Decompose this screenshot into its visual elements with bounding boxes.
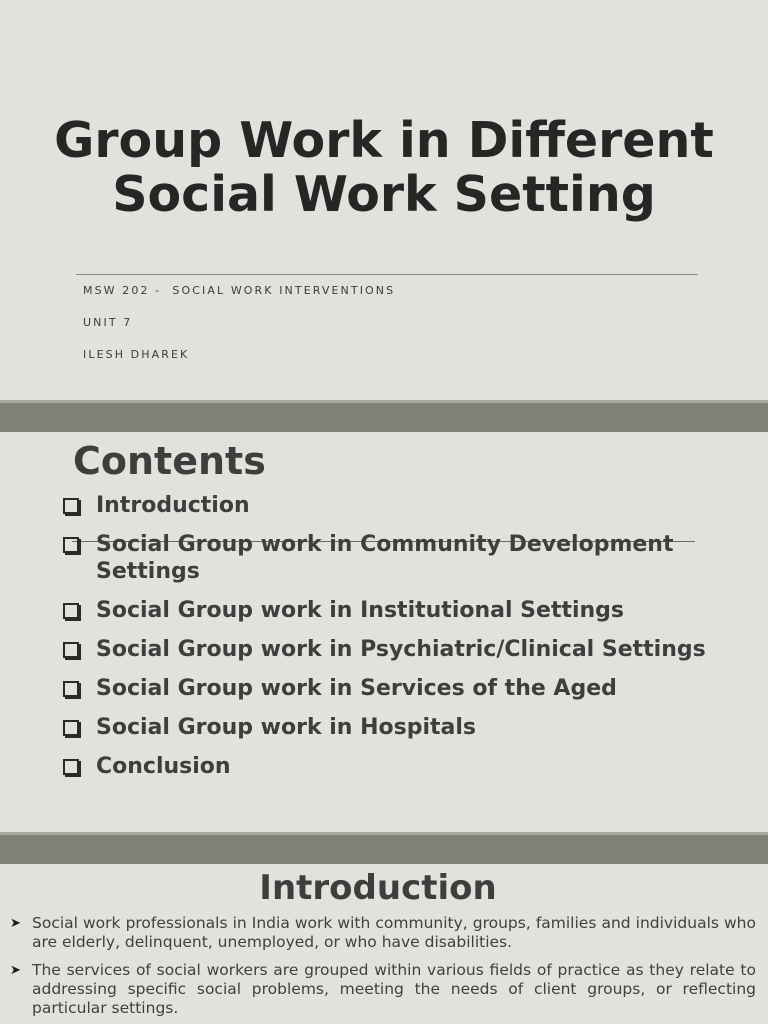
contents-item-label: Social Group work in Psychiatric/Clinical Settings — [96, 637, 706, 662]
contents-item — [62, 675, 742, 702]
contents-item-label: Social Group work in Hospitals — [96, 715, 477, 740]
contents-item — [62, 753, 742, 780]
checkbox-square-icon — [63, 720, 79, 736]
slide-separator — [0, 832, 768, 864]
checkbox-square-icon — [63, 537, 79, 553]
contents-list — [62, 492, 742, 792]
title-divider — [76, 274, 698, 275]
title-line-1: Group Work in Different — [54, 112, 714, 169]
introduction-bullet-text: Social work professionals in India work with community, groups, families and individuals who are elderly, delinquent, unemployed, or who have disabilities. — [32, 914, 756, 951]
contents-item — [62, 492, 742, 519]
checkbox-square-icon — [63, 759, 79, 775]
author-subtitle: ILESH DHAREK — [83, 348, 190, 361]
checkbox-square-icon — [63, 642, 79, 658]
introduction-heading: Introduction — [259, 868, 497, 908]
contents-item — [62, 597, 742, 624]
checkbox-square-icon — [63, 498, 79, 514]
introduction-bullet-text: The services of social workers are grouped within various fields of practice as they relate to addressing specific social problems, meeting the needs of client groups, or reflecting particular settings. — [32, 961, 756, 1017]
introduction-bullet — [10, 914, 756, 952]
introduction-bullet — [10, 961, 756, 1018]
contents-heading: Contents — [73, 439, 266, 483]
unit-subtitle: UNIT 7 — [83, 316, 133, 329]
contents-item-label: Introduction — [96, 493, 250, 518]
checkbox-square-icon — [63, 681, 79, 697]
slide-title — [0, 114, 768, 222]
title-slide — [0, 0, 768, 400]
introduction-list — [10, 914, 756, 1024]
introduction-slide — [0, 864, 768, 1024]
title-line-2: Social Work Setting — [112, 166, 656, 223]
contents-item — [62, 636, 742, 663]
checkbox-square-icon — [63, 603, 79, 619]
contents-item-label: Social Group work in Institutional Settings — [96, 598, 625, 623]
course-subtitle: MSW 202 - SOCIAL WORK INTERVENTIONS — [83, 284, 396, 297]
contents-slide — [0, 432, 768, 832]
contents-item-label: Social Group work in Services of the Aged — [96, 676, 617, 701]
contents-item-label: Social Group work in Community Development Settings — [96, 532, 674, 584]
arrowhead-icon: ➤ — [10, 963, 21, 978]
arrowhead-icon: ➤ — [10, 916, 21, 931]
contents-item — [62, 714, 742, 741]
contents-item-label: Conclusion — [96, 754, 231, 779]
contents-item — [62, 531, 742, 585]
slide-separator — [0, 400, 768, 432]
